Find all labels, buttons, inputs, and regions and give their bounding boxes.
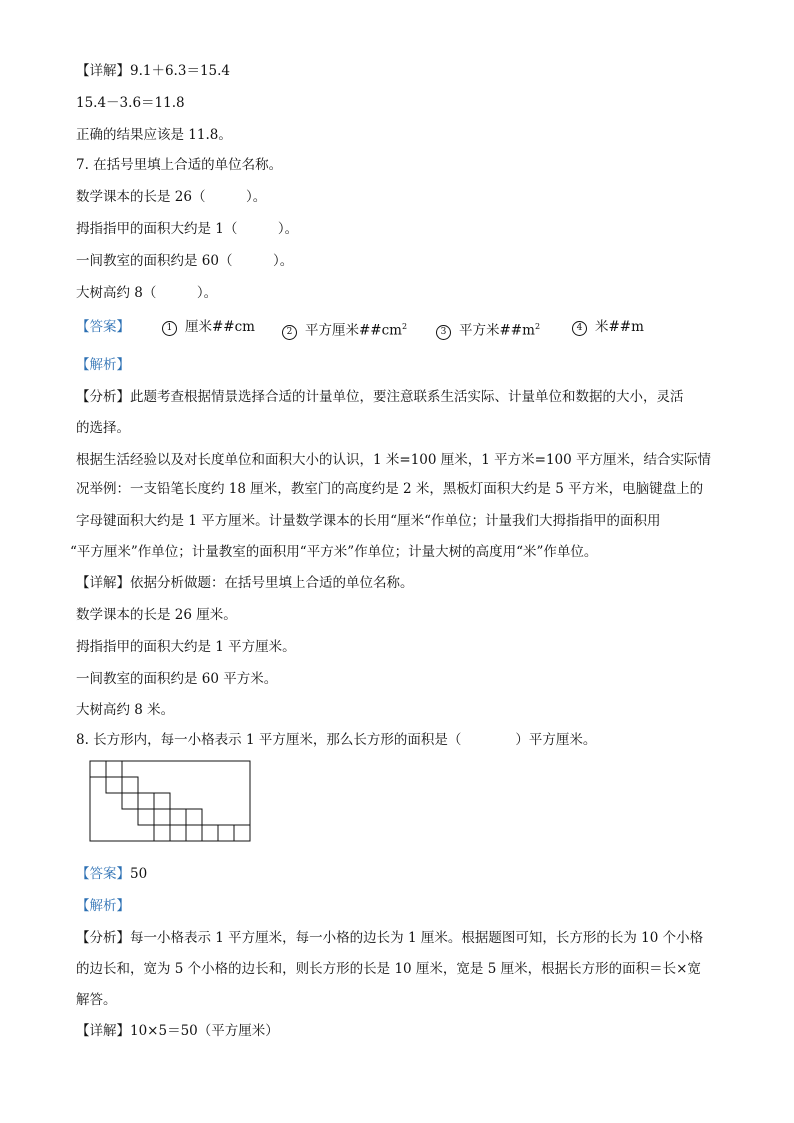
q7-analysis-label: 【解析】 xyxy=(76,357,130,373)
detail-label: 【详解】 xyxy=(76,63,130,79)
q8-answer xyxy=(76,865,147,883)
q7-detail-item: 拇指指甲的面积大约是 1 平方厘米。 xyxy=(76,639,296,655)
q6-conclusion: 正确的结果应该是 11.8。 xyxy=(76,127,232,143)
grid-unit-square xyxy=(106,761,122,777)
grid-unit-square xyxy=(170,825,186,841)
q7-item: 数学课本的长是 26（ ）。 xyxy=(76,189,267,205)
q7-analysis-line: “平方厘米”作单位；计量教室的面积用“平方米”作单位；计量大树的高度用“米”作单位。 xyxy=(70,544,598,560)
q8-analysis-label: 【解析】 xyxy=(76,898,130,914)
grid-unit-square xyxy=(138,809,154,825)
q6-detail-line1: 【详解】9.1＋6.3＝15.4 xyxy=(76,63,230,79)
grid-unit-square xyxy=(218,825,234,841)
q7-item: 拇指指甲的面积大约是 1（ ）。 xyxy=(76,221,299,237)
answer-option: 3 平方米$\#\#m^2$ xyxy=(436,318,540,340)
answer-option: 2 平方厘米$\#\#cm^2$ xyxy=(282,318,407,340)
answer-label: 【答案】 xyxy=(76,866,130,882)
analysis-tag: 【分析】 xyxy=(76,389,130,405)
answer-value: 50 xyxy=(130,866,148,882)
grid-unit-square xyxy=(122,793,138,809)
grid-unit-square xyxy=(170,809,186,825)
grid-unit-square xyxy=(202,825,218,841)
q7-analysis-line: 【分析】此题考查根据情景选择合适的计量单位，要注意联系生活实际、计量单位和数据的大小，灵活 xyxy=(76,389,684,405)
q7-item: 大树高约 8（ ）。 xyxy=(76,285,218,301)
q8-title: 8. 长方形内，每一小格表示 1 平方厘米，那么长方形的面积是（ ）平方厘米。 xyxy=(76,732,597,748)
grid-unit-square xyxy=(138,793,154,809)
analysis-tag: 【分析】 xyxy=(76,930,130,946)
answer-option: 4 米##m xyxy=(572,318,644,336)
q6-detail-line2: 15.4－3.6＝11.8 xyxy=(76,95,185,111)
q7-analysis-line: 根据生活经验以及对长度单位和面积大小的认识，1 米=100 厘米，1 平方米=100 平方厘米，结合实际情 xyxy=(76,452,711,468)
grid-unit-square xyxy=(186,809,202,825)
grid-unit-square xyxy=(106,777,122,793)
q7-analysis-line: 字母键面积大约是 1 平方厘米。计量数学课本的长用“厘米“作单位；计量我们大拇指指甲的面积用 xyxy=(76,513,661,529)
answer-label: 【答案】 xyxy=(76,319,130,335)
grid-unit-square xyxy=(186,825,202,841)
detail-label: 【详解】 xyxy=(76,575,130,591)
q7-analysis-line: 的选择。 xyxy=(76,420,130,436)
q7-detail-item: 大树高约 8 米。 xyxy=(76,702,175,718)
answer-option: 1 厘米##cm xyxy=(162,318,255,336)
q8-detail: 【详解】10×5＝50（平方厘米） xyxy=(76,1023,279,1039)
grid-unit-square xyxy=(154,809,170,825)
q8-analysis-line: 的边长和，宽为 5 个小格的边长和，则长方形的长是 10 厘米，宽是 5 厘米，根据长方形的面积＝长×宽 xyxy=(76,961,701,977)
rectangle-grid-figure xyxy=(89,760,251,842)
grid-unit-square xyxy=(90,761,106,777)
q8-analysis-line: 【分析】每一小格表示 1 平方厘米，每一小格的边长为 1 厘米。根据题图可知，长方形的长为 10 个小格 xyxy=(76,930,704,946)
detail-label: 【详解】 xyxy=(76,1023,130,1039)
q8-analysis-line: 解答。 xyxy=(76,992,117,1008)
q7-analysis-line: 况举例：一支铅笔长度约 18 厘米，教室门的高度约是 2 米，黑板灯面积大约是 5 平方米，电脑键盘上的 xyxy=(76,481,704,497)
q7-detail-item: 数学课本的长是 26 厘米。 xyxy=(76,607,237,623)
grid-unit-square xyxy=(122,777,138,793)
q7-title: 7. 在括号里填上合适的单位名称。 xyxy=(76,157,283,173)
grid-unit-square xyxy=(154,793,170,809)
grid-unit-square xyxy=(154,825,170,841)
q7-detail-item: 一间教室的面积约是 60 平方米。 xyxy=(76,671,278,687)
q7-item: 一间教室的面积约是 60（ ）。 xyxy=(76,253,294,269)
q7-detail-intro: 【详解】依据分析做题：在括号里填上合适的单位名称。 xyxy=(76,575,414,591)
grid-unit-square xyxy=(234,825,250,841)
